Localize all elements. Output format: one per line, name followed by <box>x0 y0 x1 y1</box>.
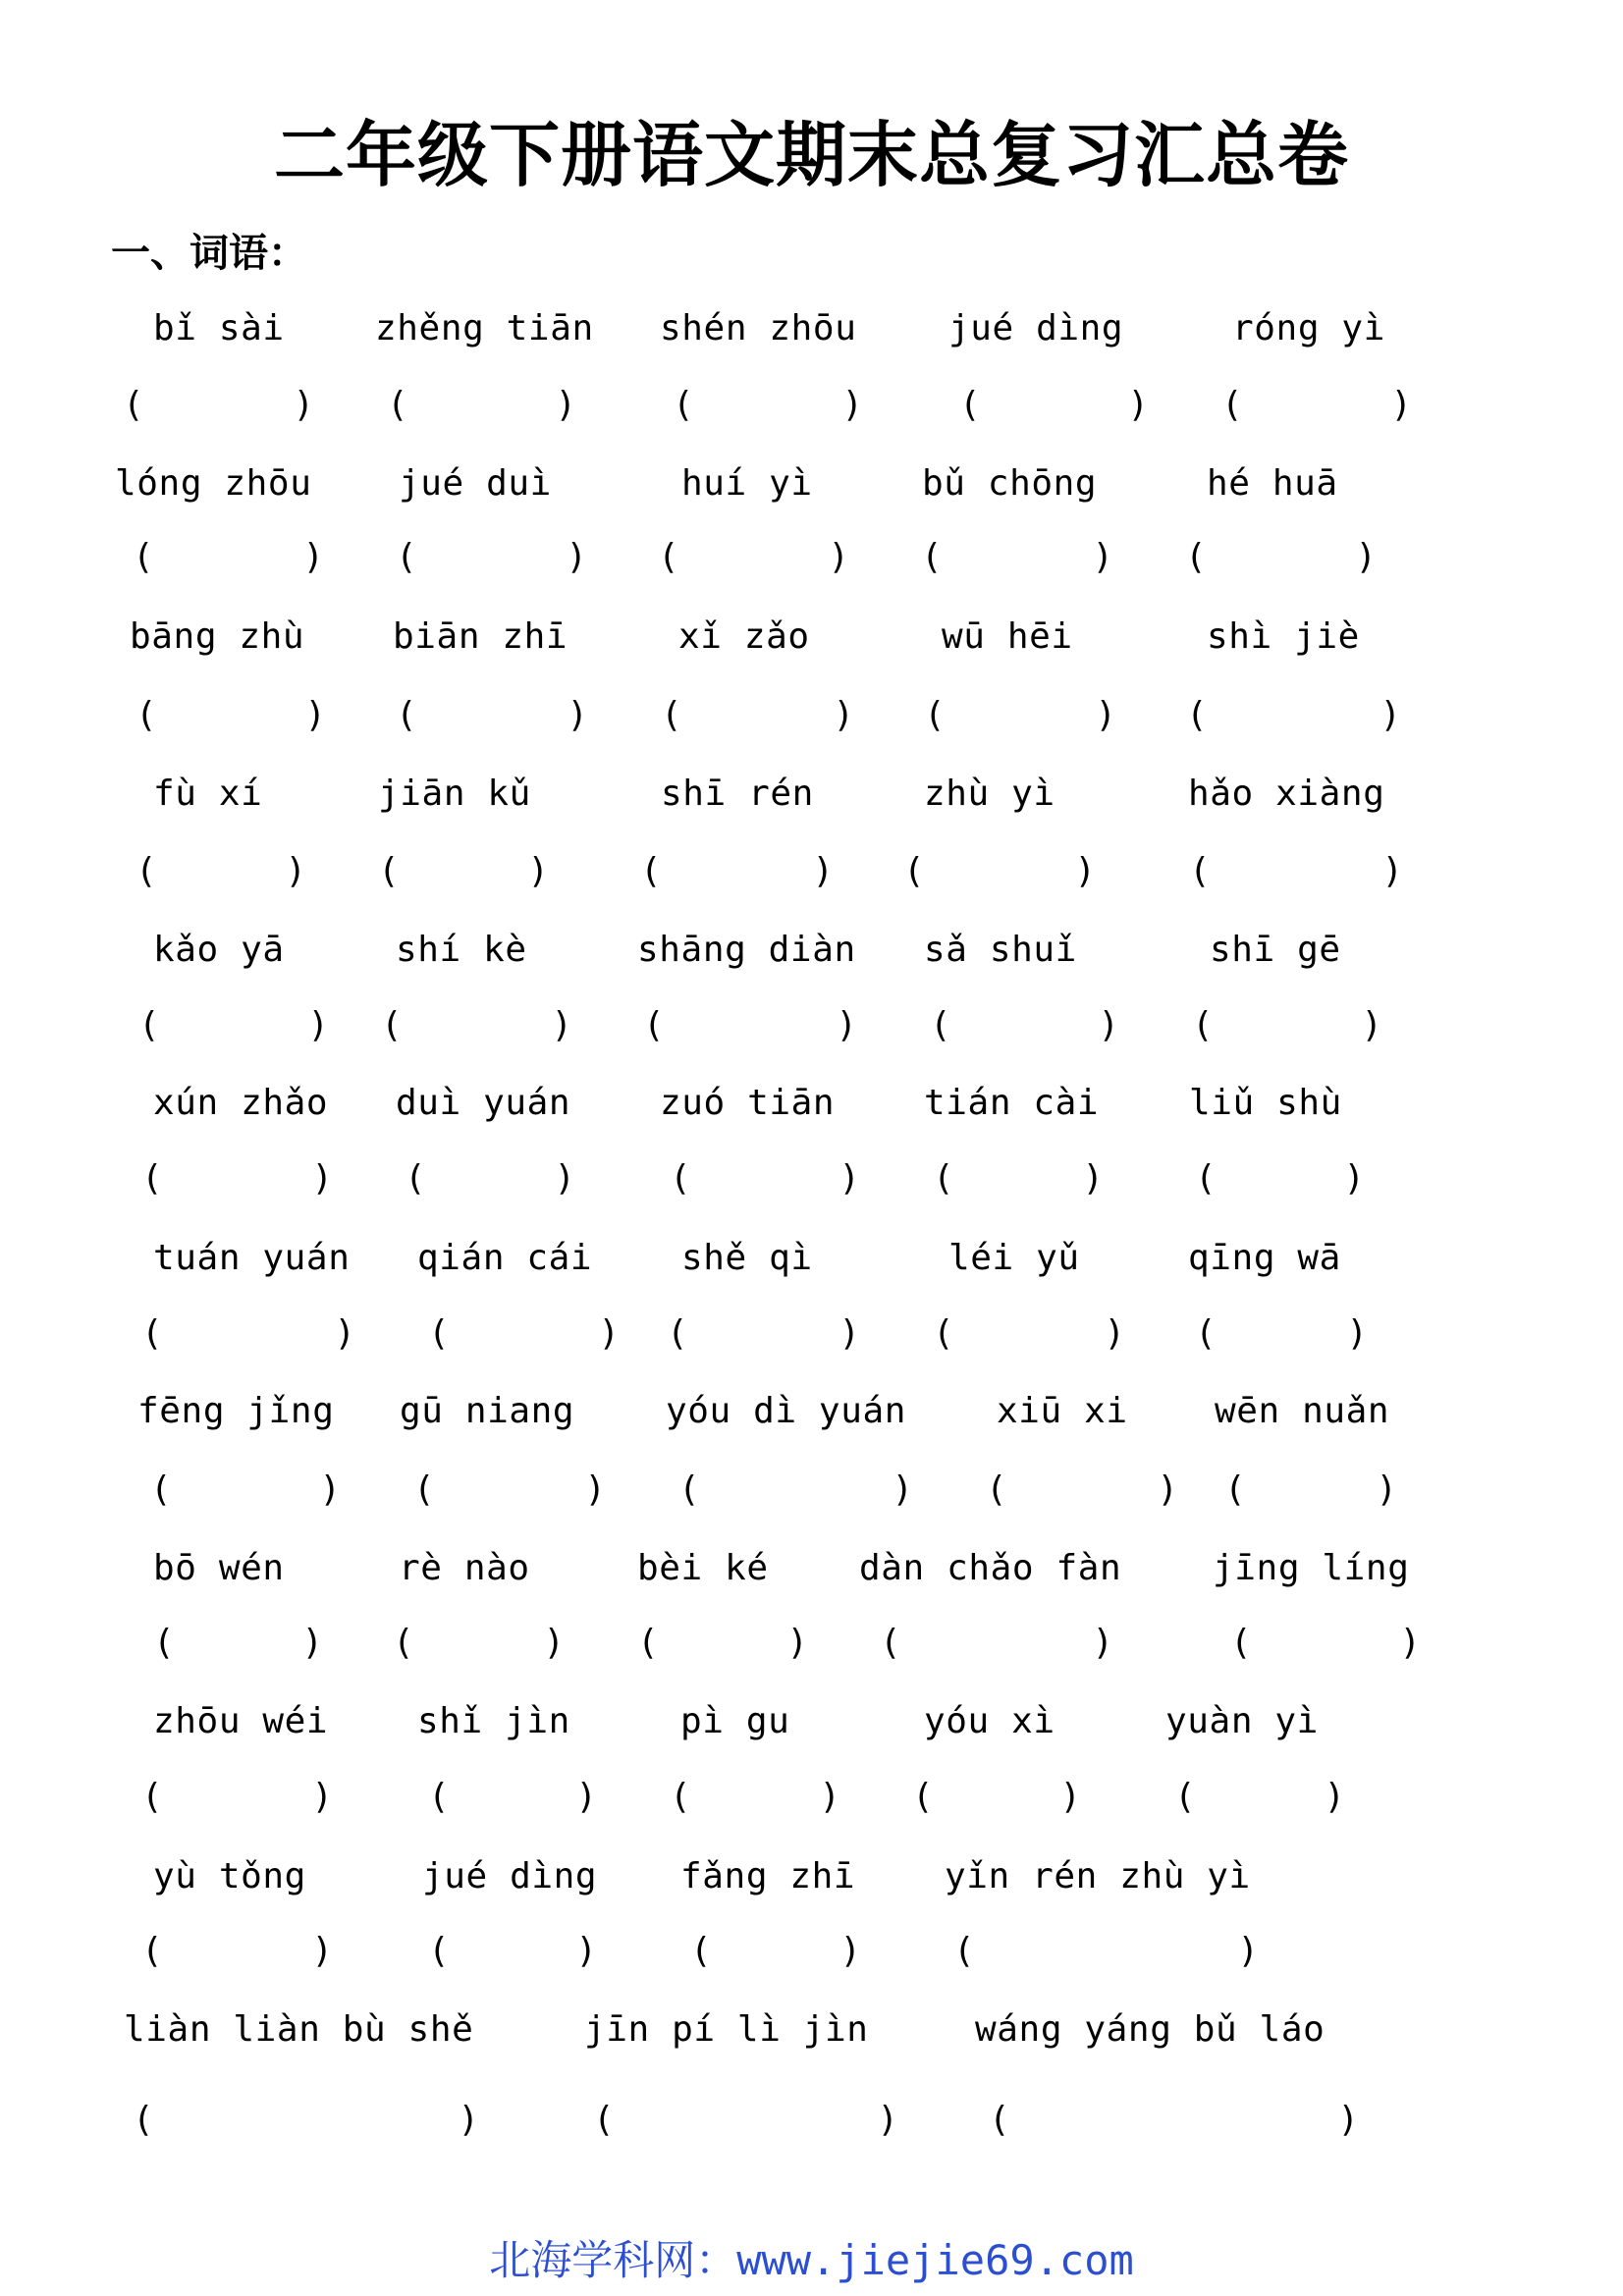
paren-open: ( <box>1192 1005 1214 1045</box>
answer-blank <box>428 1314 620 1354</box>
answer-row <box>0 696 1623 735</box>
answer-blank <box>953 1932 1259 1971</box>
paren-close: ) <box>1237 1931 1259 1971</box>
pinyin-word: rè nào <box>399 1548 530 1588</box>
pinyin-word: yǐn rén zhù yì <box>945 1856 1251 1896</box>
pinyin-word: bǔ chōng <box>922 463 1098 504</box>
pinyin-word: shì jiè <box>1207 616 1360 657</box>
pinyin-word: qián cái <box>417 1238 593 1278</box>
answer-blank <box>1185 538 1377 577</box>
answer-blank <box>1189 852 1403 891</box>
answer-blank <box>989 2101 1359 2140</box>
pinyin-word: xǐ zǎo <box>678 616 810 657</box>
paren-close: ) <box>598 1313 620 1354</box>
word-row <box>0 776 1623 816</box>
pinyin-word: xiū xi <box>997 1391 1128 1431</box>
paren-open: ( <box>123 385 144 425</box>
pinyin-word: léi yǔ <box>948 1238 1080 1278</box>
paren-open: ( <box>150 1469 172 1510</box>
answer-blank <box>658 538 849 577</box>
pinyin-word: wū hēi <box>942 616 1073 657</box>
pinyin-word: yù tǒng <box>153 1856 306 1896</box>
paren-open: ( <box>153 1623 175 1663</box>
answer-blank <box>123 386 314 425</box>
answer-blank <box>135 696 326 735</box>
pinyin-word: hǎo xiàng <box>1188 774 1385 814</box>
paren-close: ) <box>1361 1005 1382 1045</box>
paren-open: ( <box>1224 1469 1246 1510</box>
paren-open: ( <box>413 1469 435 1510</box>
paren-open: ( <box>667 1313 688 1354</box>
page-title: 二年级下册语文期末总复习汇总卷 <box>273 114 1349 196</box>
answer-row <box>0 1470 1623 1510</box>
paren-close: ) <box>584 1469 606 1510</box>
answer-blank <box>933 1159 1104 1199</box>
word-row <box>0 1391 1623 1433</box>
answer-blank <box>1221 386 1412 425</box>
paren-open: ( <box>1186 695 1208 735</box>
answer-blank <box>912 1778 1081 1817</box>
pinyin-word: hé huā <box>1207 463 1338 504</box>
pinyin-word: fù xí <box>153 774 263 814</box>
paren-open: ( <box>428 1313 450 1354</box>
paren-close: ) <box>311 1931 333 1971</box>
paren-close: ) <box>566 537 587 577</box>
paren-close: ) <box>301 1623 323 1663</box>
answer-row <box>0 1778 1623 1817</box>
pinyin-word: róng yì <box>1232 308 1385 348</box>
paren-open: ( <box>673 385 694 425</box>
answer-blank <box>378 852 549 891</box>
pinyin-word: zhěng tiān <box>375 308 594 348</box>
answer-blank <box>903 852 1096 891</box>
pinyin-word: shāng diàn <box>637 930 856 970</box>
answer-blank <box>670 1159 860 1199</box>
word-row <box>0 616 1623 659</box>
paren-open: ( <box>141 1313 163 1354</box>
pinyin-word: bǐ sài <box>153 308 285 348</box>
paren-open: ( <box>661 695 682 735</box>
paren-open: ( <box>393 1623 414 1663</box>
paren-open: ( <box>141 1158 163 1199</box>
answer-row <box>0 538 1623 577</box>
pinyin-word: yóu dì yuán <box>666 1391 907 1431</box>
paren-open: ( <box>933 1158 954 1199</box>
answer-blank <box>141 1159 333 1199</box>
paren-close: ) <box>1381 851 1403 891</box>
paren-open: ( <box>378 851 400 891</box>
word-row <box>0 1548 1623 1590</box>
paren-close: ) <box>1380 695 1401 735</box>
paren-open: ( <box>141 1777 163 1817</box>
paren-close: ) <box>575 1931 597 1971</box>
answer-blank <box>1195 1314 1368 1354</box>
paren-open: ( <box>924 695 946 735</box>
answer-row <box>0 1314 1623 1354</box>
answer-blank <box>1224 1470 1397 1510</box>
paren-open: ( <box>912 1777 934 1817</box>
paren-open: ( <box>903 851 925 891</box>
paren-close: ) <box>839 1158 860 1199</box>
paren-close: ) <box>554 1158 575 1199</box>
paren-close: ) <box>307 1005 329 1045</box>
answer-blank <box>880 1624 1113 1663</box>
pinyin-word: shǐ jìn <box>417 1701 570 1741</box>
pinyin-word: fǎng zhī <box>680 1856 856 1896</box>
answer-blank <box>396 696 588 735</box>
answer-blank <box>673 386 863 425</box>
answer-blank <box>133 538 324 577</box>
answer-row <box>0 1624 1623 1663</box>
paren-close: ) <box>1355 537 1377 577</box>
pinyin-word: jīng líng <box>1213 1548 1410 1588</box>
paren-open: ( <box>593 2100 615 2140</box>
paren-close: ) <box>1059 1777 1081 1817</box>
paren-open: ( <box>670 1777 691 1817</box>
paren-close: ) <box>841 385 863 425</box>
answer-blank <box>141 1932 333 1971</box>
paren-close: ) <box>304 695 326 735</box>
paren-open: ( <box>387 385 408 425</box>
paren-close: ) <box>819 1777 840 1817</box>
paren-open: ( <box>670 1158 691 1199</box>
paren-close: ) <box>1092 537 1113 577</box>
pinyin-word: jiān kǔ <box>378 774 531 814</box>
paren-close: ) <box>1082 1158 1104 1199</box>
answer-blank <box>141 1314 355 1354</box>
pinyin-word: pì gu <box>680 1701 790 1741</box>
paren-open: ( <box>133 2100 154 2140</box>
answer-blank <box>393 1624 565 1663</box>
pinyin-word: shí kè <box>396 930 527 970</box>
paren-open: ( <box>953 1931 975 1971</box>
paren-close: ) <box>334 1313 355 1354</box>
answer-blank <box>643 1006 857 1045</box>
paren-close: ) <box>833 695 854 735</box>
answer-blank <box>667 1314 860 1354</box>
answer-blank <box>381 1006 572 1045</box>
pinyin-word: shén zhōu <box>660 308 857 348</box>
paren-open: ( <box>643 1005 665 1045</box>
paren-open: ( <box>405 1158 426 1199</box>
word-row <box>0 1083 1623 1125</box>
paren-open: ( <box>930 1005 951 1045</box>
pinyin-word: zhōu wéi <box>153 1701 329 1741</box>
paren-open: ( <box>989 2100 1010 2140</box>
pinyin-word: wēn nuǎn <box>1215 1391 1390 1431</box>
answer-blank <box>924 696 1116 735</box>
answer-row <box>0 1006 1623 1045</box>
paren-close: ) <box>892 1469 913 1510</box>
answer-blank <box>1192 1006 1382 1045</box>
pinyin-word: shī gē <box>1210 930 1341 970</box>
word-row <box>0 308 1623 350</box>
paren-close: ) <box>1390 385 1412 425</box>
pinyin-word: zuó tiān <box>660 1083 836 1123</box>
paren-close: ) <box>311 1777 333 1817</box>
footer-website: 北海学科网：www.jiejie69.com <box>489 2236 1134 2284</box>
paren-close: ) <box>839 1313 860 1354</box>
answer-blank <box>959 386 1149 425</box>
paren-close: ) <box>293 385 314 425</box>
answer-row <box>0 386 1623 425</box>
paren-open: ( <box>658 537 679 577</box>
answer-row <box>0 1932 1623 1971</box>
paren-close: ) <box>812 851 834 891</box>
paren-close: ) <box>1343 1158 1365 1199</box>
paren-close: ) <box>285 851 306 891</box>
paren-close: ) <box>1098 1005 1119 1045</box>
answer-blank <box>387 386 576 425</box>
paren-close: ) <box>1074 851 1096 891</box>
paren-close: ) <box>319 1469 341 1510</box>
answer-row <box>0 2101 1623 2140</box>
answer-blank <box>428 1778 597 1817</box>
answer-blank <box>150 1470 341 1510</box>
paren-close: ) <box>1346 1313 1368 1354</box>
paren-close: ) <box>1324 1777 1345 1817</box>
paren-open: ( <box>880 1623 901 1663</box>
answer-blank <box>661 696 854 735</box>
answer-blank <box>670 1778 840 1817</box>
pinyin-word: wáng yáng bǔ láo <box>975 2009 1325 2050</box>
paren-close: ) <box>311 1158 333 1199</box>
paren-open: ( <box>640 851 662 891</box>
paren-close: ) <box>458 2100 479 2140</box>
pinyin-word: gū niang <box>400 1391 575 1431</box>
pinyin-word: huí yì <box>681 463 813 504</box>
paren-close: ) <box>836 1005 857 1045</box>
answer-blank <box>930 1006 1119 1045</box>
paren-open: ( <box>986 1469 1007 1510</box>
paren-close: ) <box>567 695 588 735</box>
paren-close: ) <box>1399 1623 1421 1663</box>
answer-blank <box>1186 696 1401 735</box>
pinyin-word: zhù yì <box>924 774 1055 814</box>
paren-close: ) <box>1127 385 1149 425</box>
paren-close: ) <box>527 851 549 891</box>
paren-open: ( <box>933 1313 954 1354</box>
pinyin-word: bèi ké <box>637 1548 769 1588</box>
paren-close: ) <box>1104 1313 1125 1354</box>
paren-open: ( <box>135 695 157 735</box>
paren-open: ( <box>141 1931 163 1971</box>
word-row <box>0 463 1623 506</box>
word-row <box>0 1856 1623 1898</box>
pinyin-word: biān zhī <box>393 616 568 657</box>
paren-open: ( <box>396 537 417 577</box>
section-heading: 一、词语： <box>111 231 307 276</box>
answer-blank <box>1230 1624 1421 1663</box>
paren-open: ( <box>1185 537 1207 577</box>
paren-open: ( <box>1174 1777 1196 1817</box>
pinyin-word: tián cài <box>924 1083 1100 1123</box>
paren-close: ) <box>786 1623 808 1663</box>
paren-close: ) <box>839 1931 861 1971</box>
pinyin-word: qīng wā <box>1188 1238 1341 1278</box>
answer-blank <box>921 538 1113 577</box>
paren-open: ( <box>428 1931 450 1971</box>
pinyin-word: lóng zhōu <box>115 463 312 504</box>
answer-blank <box>428 1932 597 1971</box>
pinyin-word: tuán yuán <box>153 1238 351 1278</box>
answer-blank <box>396 538 587 577</box>
answer-blank <box>153 1624 323 1663</box>
pinyin-word: fēng jǐng <box>137 1391 335 1431</box>
answer-blank <box>413 1470 606 1510</box>
paren-open: ( <box>959 385 981 425</box>
pinyin-word: yuàn yì <box>1165 1701 1319 1741</box>
paren-open: ( <box>1230 1623 1252 1663</box>
answer-blank <box>690 1932 861 1971</box>
answer-blank <box>678 1470 913 1510</box>
pinyin-word: liǔ shù <box>1189 1083 1342 1123</box>
paren-open: ( <box>1195 1313 1217 1354</box>
paren-close: ) <box>555 385 576 425</box>
pinyin-word: bō wén <box>153 1548 285 1588</box>
pinyin-word: dàn chǎo fàn <box>859 1548 1122 1588</box>
paren-open: ( <box>637 1623 659 1663</box>
paren-close: ) <box>551 1005 572 1045</box>
answer-blank <box>141 1778 333 1817</box>
answer-row <box>0 1159 1623 1199</box>
answer-blank <box>986 1470 1178 1510</box>
answer-row <box>0 852 1623 891</box>
paren-close: ) <box>1157 1469 1178 1510</box>
word-row <box>0 2009 1623 2052</box>
word-row <box>0 930 1623 972</box>
paren-open: ( <box>133 537 154 577</box>
pinyin-word: jué dìng <box>948 308 1124 348</box>
word-row <box>0 1701 1623 1743</box>
paren-open: ( <box>396 695 417 735</box>
answer-blank <box>135 852 306 891</box>
answer-blank <box>133 2101 479 2140</box>
answer-blank <box>637 1624 808 1663</box>
pinyin-word: jīn pí lì jìn <box>584 2009 869 2050</box>
paren-open: ( <box>135 851 157 891</box>
paren-close: ) <box>1092 1623 1113 1663</box>
paren-open: ( <box>1189 851 1211 891</box>
answer-blank <box>640 852 834 891</box>
paren-open: ( <box>678 1469 700 1510</box>
paren-open: ( <box>138 1005 160 1045</box>
answer-blank <box>1174 1778 1345 1817</box>
pinyin-word: shě qì <box>681 1238 813 1278</box>
pinyin-word: jué duì <box>399 463 552 504</box>
paren-open: ( <box>428 1777 450 1817</box>
pinyin-word: bāng zhù <box>130 616 305 657</box>
paren-close: ) <box>1376 1469 1397 1510</box>
pinyin-word: liàn liàn bù shě <box>124 2009 474 2050</box>
paren-close: ) <box>543 1623 565 1663</box>
paren-open: ( <box>381 1005 403 1045</box>
answer-blank <box>593 2101 898 2140</box>
answer-blank <box>1195 1159 1365 1199</box>
paren-open: ( <box>1221 385 1243 425</box>
pinyin-word: duì yuán <box>396 1083 571 1123</box>
paren-close: ) <box>877 2100 898 2140</box>
paren-open: ( <box>1195 1158 1217 1199</box>
pinyin-word: jué dìng <box>422 1856 598 1896</box>
pinyin-word: shī rén <box>661 774 814 814</box>
pinyin-word: yóu xì <box>924 1701 1055 1741</box>
answer-blank <box>405 1159 575 1199</box>
answer-blank <box>138 1006 329 1045</box>
pinyin-word: kǎo yā <box>153 930 285 970</box>
paren-open: ( <box>690 1931 712 1971</box>
paren-open: ( <box>921 537 943 577</box>
paren-close: ) <box>575 1777 597 1817</box>
paren-close: ) <box>1095 695 1116 735</box>
answer-blank <box>933 1314 1125 1354</box>
paren-close: ) <box>1337 2100 1359 2140</box>
pinyin-word: sǎ shuǐ <box>924 930 1077 970</box>
pinyin-word: xún zhǎo <box>153 1083 329 1123</box>
paren-close: ) <box>828 537 849 577</box>
paren-close: ) <box>302 537 324 577</box>
word-row <box>0 1238 1623 1280</box>
